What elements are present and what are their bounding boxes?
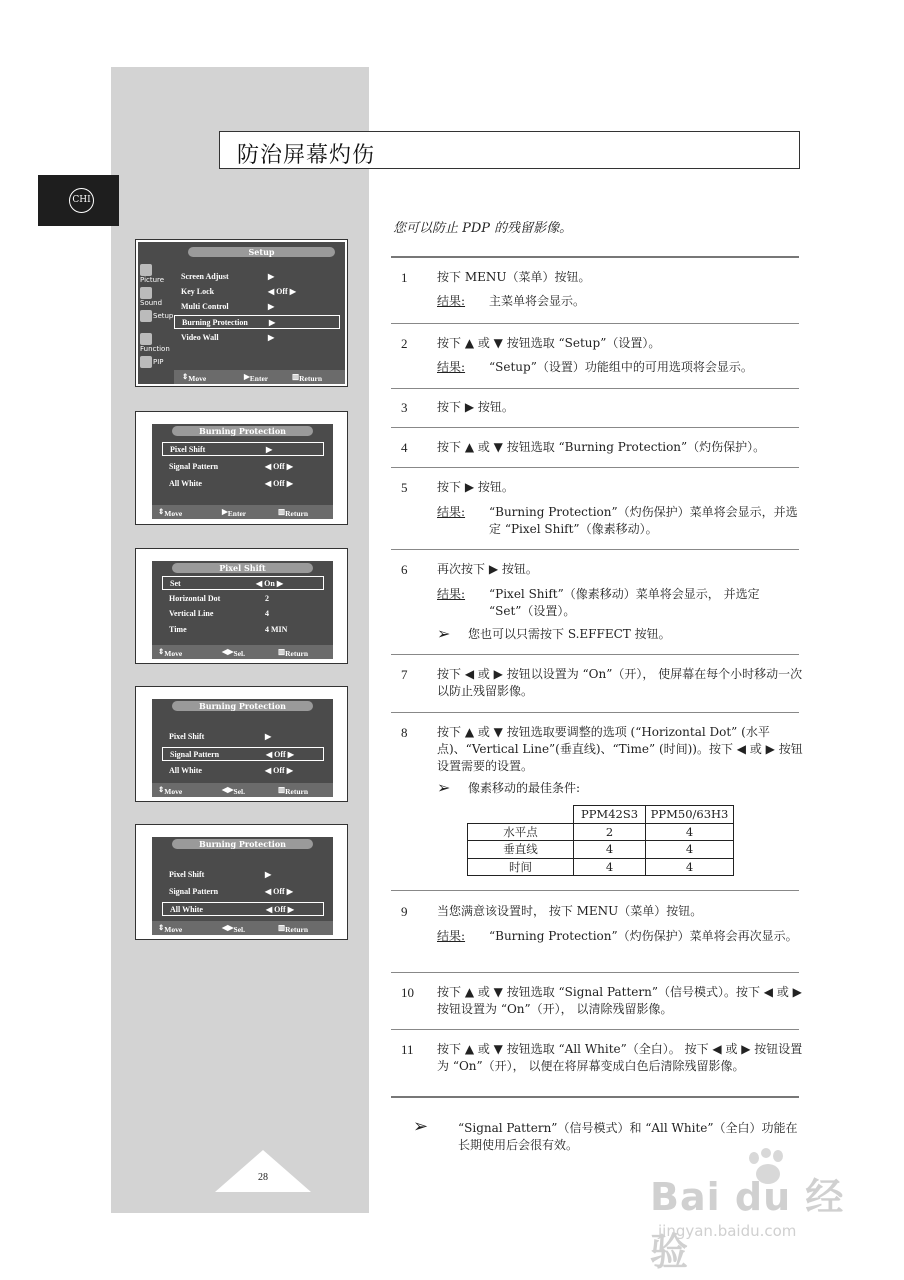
page-title: 防治屏幕灼伤 bbox=[237, 143, 376, 168]
table-cell: 4 bbox=[646, 823, 734, 841]
osd-row: Signal Pattern ◀ Off ▶ bbox=[169, 462, 293, 471]
step-number: 5 bbox=[401, 480, 408, 495]
osd-row-selected: Set ◀ On ▶ bbox=[162, 576, 324, 590]
function-icon bbox=[140, 333, 152, 345]
step-number: 8 bbox=[401, 725, 408, 740]
step-6: 6 再次按下 ▶ 按钮。 结果: “Pixel Shift”（像素移动）菜单将会显示， 并选定 “Set”（设置）。 ➢ 您也可以只需按下 S.EFFECT 按钮。 bbox=[391, 561, 803, 647]
osd-header: Burning Protection bbox=[172, 426, 313, 436]
divider bbox=[391, 467, 799, 468]
step-text: 按下 ▲ 或 ▼ 按钮选取 “Burning Protection”（灼伤保护）。 bbox=[437, 440, 766, 454]
side-item-function: Function bbox=[140, 333, 174, 353]
step-3 bbox=[391, 399, 803, 419]
table-header: PPM42S3 bbox=[574, 806, 646, 824]
divider bbox=[391, 1029, 799, 1030]
osd-row: Multi Control ▶ bbox=[181, 302, 275, 311]
move-hint: ⇕ Move bbox=[158, 785, 183, 796]
osd-row: Signal Pattern ◀ Off ▶ bbox=[169, 887, 293, 896]
divider bbox=[391, 427, 799, 428]
step-number: 6 bbox=[401, 562, 408, 577]
table-cell: 垂直线 bbox=[468, 841, 574, 859]
step-number: 11 bbox=[401, 1042, 414, 1057]
osd-row-selected: All White ◀ Off ▶ bbox=[162, 902, 324, 916]
page-number-tab bbox=[215, 1150, 311, 1192]
osd-row-selected: Burning Protection ▶ bbox=[174, 315, 340, 329]
table-cell: 4 bbox=[574, 841, 646, 859]
step-number: 4 bbox=[401, 440, 408, 455]
osd-burning-protection-1 bbox=[135, 411, 348, 525]
osd-row: Time 4 MIN bbox=[169, 625, 288, 634]
osd-row-selected: Signal Pattern ◀ Off ▶ bbox=[162, 747, 324, 761]
step-number: 7 bbox=[401, 667, 408, 682]
step-text: 按下 ▲ 或 ▼ 按钮选取 “Signal Pattern”（信号模式）。按下 ◀ 或 ▶ 按钮设置为 “On”（开）， 以清除残留影像。 bbox=[437, 985, 802, 1016]
osd-row: Horizontal Dot 2 bbox=[169, 594, 269, 603]
select-hint: ◀▶ Sel. bbox=[222, 647, 246, 658]
divider bbox=[391, 256, 799, 258]
watermark-brand: Bai du 经验 bbox=[650, 1175, 845, 1274]
select-hint: ◀▶ Sel. bbox=[222, 923, 246, 934]
osd-screen bbox=[152, 837, 333, 935]
osd-header: Burning Protection bbox=[172, 701, 313, 711]
step-9: 9 当您满意该设置时， 按下 MENU（菜单）按钮。 结果: “Burning Protection”（灼伤保护）菜单将会再次显示。 bbox=[391, 903, 803, 965]
osd-row: All White ◀ Off ▶ bbox=[169, 766, 293, 775]
language-badge-label: CHI bbox=[69, 188, 94, 213]
select-hint: ◀▶ Sel. bbox=[222, 785, 246, 796]
osd-row: Pixel Shift ▶ bbox=[169, 732, 272, 741]
sound-icon bbox=[140, 287, 152, 299]
step-7 bbox=[391, 666, 803, 706]
step-number: 1 bbox=[401, 270, 408, 285]
osd-pixel-shift bbox=[135, 548, 348, 664]
watermark-url: jingyan.baidu.com bbox=[658, 1222, 797, 1240]
move-hint: ⇕ Move bbox=[158, 647, 183, 658]
osd-burning-protection-3 bbox=[135, 824, 348, 940]
setup-icon bbox=[140, 310, 152, 322]
step-text: 按下 ▲ 或 ▼ 按钮选取 “Setup”（设置）。 bbox=[437, 336, 661, 350]
step-10 bbox=[391, 984, 803, 1024]
divider bbox=[391, 388, 799, 389]
divider bbox=[391, 1096, 799, 1098]
osd-row: Pixel Shift ▶ bbox=[169, 870, 272, 879]
side-item-setup: Setup bbox=[140, 310, 174, 330]
osd-screen bbox=[152, 561, 333, 659]
table-cell: 时间 bbox=[468, 858, 574, 876]
osd-screen bbox=[152, 424, 333, 519]
osd-screen bbox=[152, 699, 333, 797]
table-row bbox=[468, 858, 734, 876]
osd-header: Pixel Shift bbox=[172, 563, 313, 573]
step-4 bbox=[391, 439, 803, 459]
note-arrow-icon: ➢ bbox=[437, 778, 451, 797]
side-item-picture: Picture bbox=[140, 264, 174, 284]
return-hint: ▥ Return bbox=[278, 923, 309, 934]
osd-header: Burning Protection bbox=[172, 839, 313, 849]
return-hint: ▥ Return bbox=[278, 647, 309, 658]
divider bbox=[391, 890, 799, 891]
move-hint: ⇕ Move bbox=[158, 923, 183, 934]
step-1: 1 按下 MENU（菜单）按钮。 结果: 主菜单将会显示。 bbox=[391, 269, 803, 313]
table-cell: 水平点 bbox=[468, 823, 574, 841]
divider bbox=[391, 323, 799, 324]
intro-text: 您可以防止 PDP 的残留影像。 bbox=[393, 221, 573, 236]
osd-row: Vertical Line 4 bbox=[169, 609, 269, 618]
osd-row: Video Wall ▶ bbox=[181, 333, 275, 342]
note-arrow-icon: ➢ bbox=[413, 1116, 429, 1137]
step-text: 按下 ▶ 按钮。 bbox=[437, 480, 514, 494]
divider bbox=[391, 972, 799, 973]
osd-footer bbox=[174, 370, 345, 384]
osd-footer bbox=[152, 645, 333, 659]
move-hint: ⇕ Move bbox=[182, 372, 207, 383]
table-cell: 2 bbox=[574, 823, 646, 841]
language-badge bbox=[38, 175, 119, 226]
osd-footer bbox=[152, 921, 333, 935]
bottom-note-text: “Signal Pattern”（信号模式）和 “All White”（全白）功能在长期使用后会很有效。 bbox=[458, 1121, 798, 1152]
enter-hint: ▶ Enter bbox=[222, 507, 247, 518]
table-cell: 4 bbox=[646, 841, 734, 859]
osd-row: Key Lock ◀ Off ▶ bbox=[181, 287, 296, 296]
table-row bbox=[468, 823, 734, 841]
step-text: 再次按下 ▶ 按钮。 bbox=[437, 562, 538, 576]
step-number: 9 bbox=[401, 904, 408, 919]
osd-setup-menu bbox=[135, 239, 348, 387]
note-arrow-icon: ➢ bbox=[437, 624, 451, 643]
watermark bbox=[640, 1140, 850, 1274]
step-text: 按下 ▶ 按钮。 bbox=[437, 400, 514, 414]
osd-footer bbox=[152, 505, 333, 519]
enter-hint: ▶ Enter bbox=[244, 372, 269, 383]
divider bbox=[391, 712, 799, 713]
step-text: 按下 MENU（菜单）按钮。 bbox=[437, 270, 591, 284]
osd-row: Screen Adjust ▶ bbox=[181, 272, 275, 281]
table-header: PPM50/63H3 bbox=[646, 806, 734, 824]
table-header-row bbox=[468, 806, 734, 824]
side-item-pip: PIP bbox=[140, 356, 174, 376]
side-item-sound: Sound bbox=[140, 287, 174, 307]
move-hint: ⇕ Move bbox=[158, 507, 183, 518]
osd-row: All White ◀ Off ▶ bbox=[169, 479, 293, 488]
page-title-box bbox=[219, 131, 800, 169]
osd-burning-protection-2 bbox=[135, 686, 348, 802]
pixel-shift-conditions-table bbox=[467, 805, 734, 876]
return-hint: ▥ Return bbox=[292, 372, 323, 383]
osd-row-selected: Pixel Shift ▶ bbox=[162, 442, 324, 456]
step-text: 当您满意该设置时， 按下 MENU（菜单）按钮。 bbox=[437, 904, 703, 918]
return-hint: ▥ Return bbox=[278, 507, 309, 518]
table-cell: 4 bbox=[646, 858, 734, 876]
step-number: 10 bbox=[401, 985, 414, 1000]
table-corner bbox=[468, 806, 574, 824]
table-row bbox=[468, 841, 734, 859]
divider bbox=[391, 654, 799, 655]
pip-icon bbox=[140, 356, 152, 368]
step-text: 按下 ▲ 或 ▼ 按钮选取要调整的选项 (“Horizontal Dot” (水平点)、“Vertical Line”(垂直线)、“Time” (时间))。按下 ◀ 或 ▶ 按钮设置需要的设置。 bbox=[437, 725, 803, 773]
step-number: 2 bbox=[401, 336, 408, 351]
divider bbox=[391, 549, 799, 550]
step-number: 3 bbox=[401, 400, 408, 415]
table-cell: 4 bbox=[574, 858, 646, 876]
osd-side-menu bbox=[138, 260, 174, 370]
osd-footer bbox=[152, 783, 333, 797]
step-5: 5 按下 ▶ 按钮。 结果: “Burning Protection”（灼伤保护）菜单将会显示，并选定 “Pixel Shift”（像素移动）。 bbox=[391, 479, 803, 541]
step-8: 8 按下 ▲ 或 ▼ 按钮选取要调整的选项 (“Horizontal Dot” (水平点)、“Vertical Line”(垂直线)、“Time” (时间))。按下 ◀ 或 ▶ 按钮设置需要的设置。 ➢ 像素移动的最佳条件: bbox=[401, 725, 803, 797]
osd-screen bbox=[138, 242, 345, 384]
picture-icon bbox=[140, 264, 152, 276]
step-11 bbox=[391, 1041, 803, 1093]
step-text: 按下 ◀ 或 ▶ 按钮以设置为 “On”（开）， 使屏幕在每个小时移动一次以防止残留影像。 bbox=[437, 667, 803, 698]
osd-header: Setup bbox=[188, 247, 335, 257]
step-2: 2 按下 ▲ 或 ▼ 按钮选取 “Setup”（设置）。 结果: “Setup”（设置）功能组中的可用选项将会显示。 bbox=[391, 335, 803, 379]
step-text: 按下 ▲ 或 ▼ 按钮选取 “All White”（全白）。 按下 ◀ 或 ▶ 按钮设置为 “On”（开）， 以便在将屏幕变成白色后清除残留影像。 bbox=[437, 1042, 803, 1073]
return-hint: ▥ Return bbox=[278, 785, 309, 796]
page-number: 28 bbox=[258, 1172, 268, 1183]
